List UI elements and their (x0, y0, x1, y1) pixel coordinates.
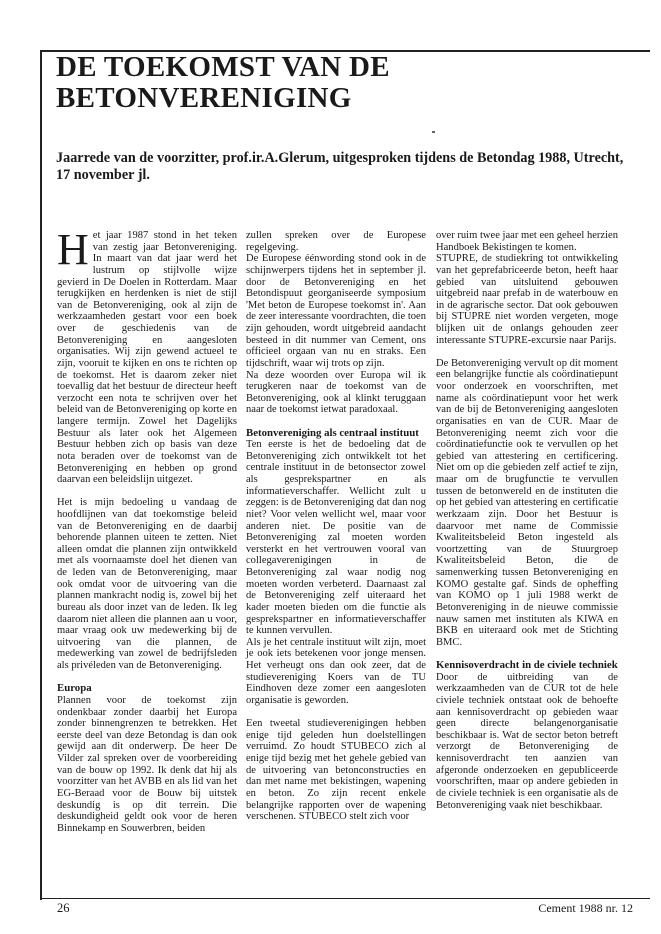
paragraph-text: et jaar 1987 stond in het teken van zestig jaar Betonvereniging. In maart van dat jaar werd het lustrum op stijlvolle wijze gevierd in De Doelen in Rotterdam. Maar terugkijken en herdenken is niet de stijl van de Betonvereniging, ook al zijn de werkzaamheden gestart voor een boek over de geschiedenis van de Betonvereniging en aangesloten organisaties. Wij zijn gewend actueel te zijn, vooruit te kijken en ons te richten op de toekomst. Het is daarom zeker niet toevallig dat het bestuur de directeur heeft verzocht een nota te schrijven over het beleid van de Betonvereniging op korte en langere termijn. Zowel het Dagelijks Bestuur als later ook het Algemeen Bestuur hebben zich op basis van deze nota beraden over de toekomst van de Betonvereniging en hebben op grond daarvan een beleidslijn uitgezet. (57, 230, 237, 486)
paragraph: STUPRE, de studiekring tot ontwikkeling van het geprefabriceerde beton, heeft haar gebied van uitsluitend gebouwen uitgebreid naar prefab in de waterbouw en in de agrarische sector. Dat ook gebouwen bij STUPRE niet worden vergeten, moge blijken uit de onlangs gehouden zeer interessante STUPRE-excursie naar Parijs. (436, 253, 618, 346)
column-3 (436, 230, 618, 823)
drop-cap: H (57, 225, 89, 274)
print-mark (432, 131, 435, 133)
title-line-1: DE TOEKOMST VAN DE (56, 51, 390, 83)
page-number: 26 (57, 901, 70, 915)
column-2 (246, 230, 426, 834)
paragraph: Na deze woorden over Europa wil ik terugkeren naar de toekomst van de Betonvereniging, ook al klinkt teruggaan naar de toekomst ietwat paradoxaal. (246, 369, 426, 416)
journal-issue: Cement 1988 nr. 12 (538, 901, 633, 915)
paragraph: over ruim twee jaar met een geheel herzien Handboek Bekistingen te komen. (436, 230, 618, 253)
paragraph: Plannen voor de toekomst zijn ondenkbaar zonder daarbij het Europa zonder binnengrenzen te betrekken. Het eerste deel van deze Betondag is dan ook gewijd aan dit onderwerp. De heer De Vilder zal spreken over de voorbereiding van de bouw op 1992. Ik denk dat hij als voorzitter van het AVBB en als lid van het EG-Beraad voor de Bouw bij uitstek deskundig is op dit terrein. Die deskundigheid geldt ook voor de heren Binnekamp en Souwerbren, beiden (57, 694, 237, 834)
paragraph: Als je het centrale instituut wilt zijn, moet je ook iets betekenen voor jonge mensen. Het verheugt ons dan ook zeer, dat de studievereniging Koers van de TU Eindhoven deze zomer een aangesloten organisatie is geworden. (246, 636, 426, 706)
article-title (56, 52, 636, 114)
title-line-2: BETONVERENIGING (56, 82, 352, 114)
paragraph: De Betonvereniging vervult op dit moment een belangrijke functie als coördinatiepunt voor onderzoek en voorschriften, met name als coördinatiepunt voor het werk van de bij de Betonvereniging aangesloten organisaties en van de CUR. Maar de Betonvereniging neemt zich voor die coördinatiefunctie ook te vervullen op het gebied van attestering en certificering. Niet om op die gebieden zelf actief te zijn, maar om de brugfunctie te vervullen tussen de betonwereld en de instituten die op het gebied van attestering en certificatie werkzaam zijn. Door het Bestuur is daarvoor met name de Commissie Kwaliteitsbeleid Beton ingesteld als voortzetting van de Stuurgroep Kwaliteitsbeleid Beton, die de samenwerking tussen Betonvereniging en KOMO gestalte gaf. Sinds de opheffing van KOMO op 1 juli 1988 werkt de Betonvereniging in de nieuwe commissie nauw samen met instituten als KIWA en BKB en uiteraard ook met de Stichting BMC. (436, 357, 618, 648)
section-heading-europa: Europa (57, 682, 92, 695)
paragraph: Ten eerste is het de bedoeling dat de Betonvereniging zich ontwikkelt tot het centrale instituut in de betonsector zowel als gesprekspartner en als informatieverschaffer. Wellicht zult u zeggen: is de Betonvereniging dat dan nog niet? Voor velen wellicht wel, maar voor anderen niet. De positie van de Betonvereniging zal moeten worden versterkt en het vertrouwen vooral van collegaverenigingen in de Betonvereniging zal waar nodig nog moeten worden verbeterd. Daarnaast zal de Betonvereniging zelf uiteraard het kader moeten bieden om die functie als gesprekspartner en informatieverschaffer te kunnen vervullen. (246, 439, 426, 637)
paragraph: Een tweetal studieverenigingen hebben enige tijd geleden hun doelstellingen verruimd. Zo houdt STUBECO zich al enige tijd bezig met het gehele gebied van de uitvoering van betonconstructies en dan met name met bekistingen, wapening en beton. Zo zijn recent enkele belangrijke rapporten over de wapening verschenen. STUBECO stelt zich voor (246, 718, 426, 823)
paragraph: Door de uitbreiding van de werkzaamheden van de CUR tot de hele civiele techniek ontstaat ook de behoefte aan kennisoverdracht op gebieden waar geen directe belangenorganisatie beschikbaar is. Wat de sector beton betreft verzorgt de Betonvereniging de kennisoverdracht ten aanzien van afgeronde onderzoeken en gepubliceerde voorschriften, maar op andere gebieden in de civiele techniek is een organisatie als de Betonvereniging vaak niet beschikbaar. (436, 671, 618, 811)
paragraph (57, 225, 237, 486)
paragraph: Het is mijn bedoeling u vandaag de hoofdlijnen van dat toekomstige beleid van de Betonvereniging en de daarbij behorende plannen uiteen te zetten. Niet alleen omdat die plannen zijn ontwikkeld met als voornaamste doel het dienen van de leden van de Betonvereniging, maar ook omdat voor de uitvoering van die plannen mankracht nodig is, zowel bij het bureau als door inzet van de leden. Ik leg daarom niet alleen die plannen aan u voor, maar vraag ook uw medewerking bij de uitvoering van die plannen, de medewerking van zowel de bedrijfsleden als privéleden van de Betonvereniging. (57, 497, 237, 672)
section-heading-centraal: Betonvereniging als centraal instituut (246, 426, 419, 439)
column-1 (57, 225, 237, 846)
section-heading-kennisoverdracht: Kennisoverdracht in de civiele techniek (436, 659, 618, 672)
article-subtitle: Jaarrede van de voorzitter, prof.ir.A.Glerum, uitgesproken tijdens de Betondag 1988, Utrecht, 17 november jl. (56, 150, 624, 183)
left-rule (40, 50, 42, 900)
bottom-rule (40, 898, 650, 899)
paragraph: De Europese éénwording stond ook in de schijnwerpers tijdens het in september jl. door de Betonvereniging en het Betondispuut georganiseerde symposium 'Met beton de Europese toekomst in'. Aan de zeer interessante voordrachten, die toen zijn gehouden, wordt uitgebreid aandacht besteed in dit nummer van Cement, ons officieel orgaan van nu en straks. Een tijdschrift, waar wij trots op zijn. (246, 253, 426, 369)
paragraph: zullen spreken over de Europese regelgeving. (246, 230, 426, 253)
